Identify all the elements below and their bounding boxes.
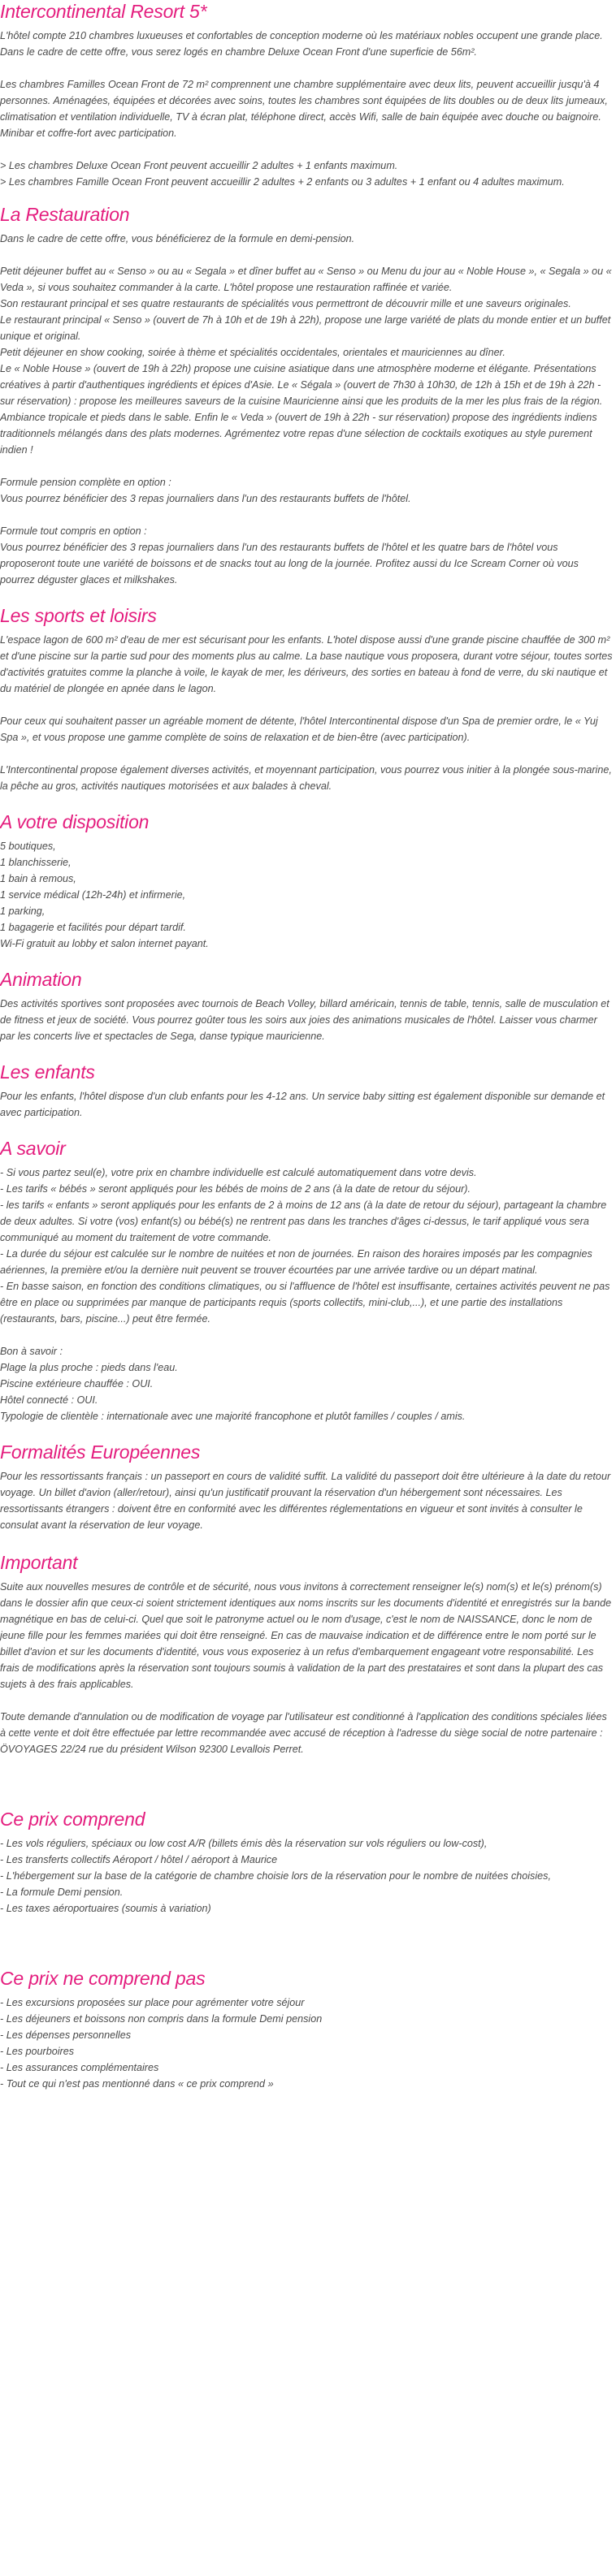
paragraph-spacer <box>0 1933 613 1949</box>
paragraph: - En basse saison, en fonction des conditions climatiques, ou si l'affluence de l'hôtel est insuffisante, certaines activités peuvent ne pas être en place ou supprimées par manque de participants requis (sports collectifs, mini-club,...), et une partie des installations (restaurants, bars, piscine...) peut être fermée. <box>0 1281 610 1325</box>
paragraph: 1 bain à remous, <box>0 873 76 884</box>
paragraph: - Les tarifs « bébés » seront appliqués pour les bébés de moins de 2 ans (à la date de retour du séjour). <box>0 1183 471 1195</box>
paragraph: L'Intercontinental propose également diverses activités, et moyennant participation, vous pourrez vous initier à la plongée sous-marine, la pêche au gros, activités nautiques motorisées et aux balades à cheval. <box>0 764 612 792</box>
paragraph: - Les taxes aéroportuaires (soumis à variation) <box>0 1903 211 1914</box>
section-heading: Ce prix comprend <box>0 1809 145 1830</box>
paragraph: 1 service médical (12h-24h) et infirmerie, <box>0 889 186 901</box>
paragraph: - L'hébergement sur la base de la catégorie de chambre choisie lors de la réservation pour le nombre de nuitées choisies, <box>0 1870 551 1882</box>
paragraph: Bon à savoir : <box>0 1346 63 1357</box>
paragraph-spacer <box>0 746 613 762</box>
paragraph-spacer <box>0 1774 613 1790</box>
paragraph: L'hôtel compte 210 chambres luxueuses et confortables de conception moderne où les matériaux nobles occupent une grande place. Dans le cadre de cette offre, vous serez logés en chambre Deluxe Ocean Front d'une superficie de 56m². <box>0 30 603 58</box>
paragraph: - Les assurances complémentaires <box>0 2062 159 2073</box>
section-formalites <box>0 1441 613 1533</box>
section-heading: Ce prix ne comprend pas <box>0 1968 206 1989</box>
paragraph: Vous pourrez bénéficier des 3 repas journaliers dans l'un des restaurants buffets de l'hôtel et les quatre bars de l'hôtel vous proposeront toute une variété de boissons et de snacks tout au long de la journée. Profitez aussi du Ice Scream Corner où vous pourrez déguster glaces et milkshakes. <box>0 542 579 586</box>
paragraph: Pour les enfants, l'hôtel dispose d'un club enfants pour les 4-12 ans. Un service baby sitting est également disponible sur demande et avec participation. <box>0 1091 605 1118</box>
paragraph-spacer <box>0 1917 613 1933</box>
paragraph: - Les vols réguliers, spéciaux ou low cost A/R (billets émis dès la réservation sur vols réguliers ou low-cost), <box>0 1838 488 1849</box>
section-animation <box>0 968 613 1044</box>
paragraph: - La durée du séjour est calculée sur le nombre de nuitées et non de journées. En raison des horaires imposés par les compagnies aériennes, la première et/ou la dernière nuit peuvent se trouver écourtées par une arrivée tardive ou un départ matinal. <box>0 1248 592 1276</box>
paragraph: Formule tout compris en option : <box>0 525 147 537</box>
paragraph: Pour les ressortissants français : un passeport en cours de validité suffit. La validité du passeport doit être ultérieure à la date du retour voyage. Un billet d'avion (aller/retour), ainsi qu'un justificatif prouvant la réservation d'un hébergement sont nécessaires. Les ressortissants étrangers : doivent être en conformité avec les différentes réglementations en vigueur et sont invités à consulter le consulat avant la réservation de leur voyage. <box>0 1471 611 1531</box>
paragraph: > Les chambres Famille Ocean Front peuvent accueillir 2 adultes + 2 enfants ou 3 adultes + 1 enfant ou 4 adultes maximum. <box>0 176 565 188</box>
paragraph-spacer <box>0 1757 613 1774</box>
section-heading: Intercontinental Resort 5* <box>0 1 207 22</box>
paragraph-spacer <box>0 60 613 76</box>
paragraph: Suite aux nouvelles mesures de contrôle et de sécurité, nous vous invitons à correctement renseigner le(s) nom(s) et le(s) prénom(s) dans le dossier afin que ceux-ci soient strictement identiques aux noms inscrits sur les documents d'identité et enregistrés sur la bande magnétique en bas de celui-ci. Quel que soit le patronyme actuel ou le nom d'usage, c'est le nom de NAISSANCE, donc le nom de jeune fille pour les femmes mariées qui doit être renseigné. En cas de mauvaise indication et de différence entre le nom porté sur le billet d'avion et sur les documents d'identité, vous vous exposeriez à un refus d'embarquement engageant votre responsabilité. Les frais de modifications après la réservation sont toujours soumis à validation de la part des prestataires et sont dans la plupart des cas sujets à des frais applicables. <box>0 1581 612 1690</box>
section-heading: Formalités Européennes <box>0 1441 201 1463</box>
paragraph-spacer <box>0 1692 613 1709</box>
paragraph: - Les dépenses personnelles <box>0 2029 132 2041</box>
paragraph: L'espace lagon de 600 m² d'eau de mer est sécurisant pour les enfants. L'hotel dispose aussi d'une grande piscine chauffée de 300 m² et d'une piscine sur la partie sud pour des moments plus au calme. La base nautique vous proposera, durant votre séjour, toutes sortes d'activités gratuites comme la planche à voile, le kayak de mer, les dériveurs, des sorties en bateau à fond de verre, du ski nautique et du matériel de plongée en apnée dans le lagon. <box>0 634 613 694</box>
paragraph: 1 blanchisserie, <box>0 857 72 868</box>
section-heading: Animation <box>0 969 82 990</box>
paragraph: Les chambres Familles Ocean Front de 72 m² comprennent une chambre supplémentaire avec deux lits, peuvent accueillir jusqu'à 4 personnes. Aménagées, équipées et décorées avec soins, toutes les chambres sont équipées de lits doubles ou de deux lits jumeaux, climatisation et ventilation individuelle, TV à écran plat, téléphone direct, accès Wifi, salle de bain équipée avec douche ou baignoire. Minibar et coffre-fort avec participation. <box>0 79 608 139</box>
paragraph: 1 parking, <box>0 905 46 917</box>
paragraph: Son restaurant principal et ses quatre restaurants de spécialités vous permettront de découvrir mille et une saveurs originales. <box>0 298 571 309</box>
paragraph: - les tarifs « enfants » seront appliqués pour les enfants de 2 à moins de 12 ans (à la date de retour du séjour), partageant la chambre de deux adultes. Si votre (vos) enfant(s) ou bébé(s) ne rentrent pas dans les tranches d'âges ci-dessus, le tarif appliqué vous sera communiqué au moment du traitement de votre commande. <box>0 1199 607 1243</box>
section-enfants <box>0 1061 613 1121</box>
paragraph: Formule pension complète en option : <box>0 477 171 488</box>
section-savoir <box>0 1137 613 1424</box>
paragraph: Le restaurant principal « Senso » (ouvert de 7h à 10h et de 19h à 22h), propose une large variété de plats du monde entier et un buffet unique et original. <box>0 314 611 342</box>
section-heading: La Restauration <box>0 204 130 225</box>
section-heading: A votre disposition <box>0 811 150 832</box>
section-heading: Les enfants <box>0 1061 95 1083</box>
section-important <box>0 1551 613 1790</box>
section-sports <box>0 604 613 794</box>
paragraph-spacer <box>0 1327 613 1343</box>
paragraph: - Les déjeuners et boissons non compris dans la formule Demi pension <box>0 2013 323 2025</box>
paragraph-spacer <box>0 247 613 263</box>
paragraph: - Les pourboires <box>0 2046 75 2057</box>
section-ne-comprend <box>0 1967 613 2092</box>
paragraph: - Tout ce qui n'est pas mentionné dans « ce prix comprend » <box>0 2078 274 2090</box>
section-comprend <box>0 1808 613 1949</box>
paragraph: Pour ceux qui souhaitent passer un agréable moment de détente, l'hôtel Intercontinental dispose d'un Spa de premier ordre, le « Yuj Spa », et vous propose une gamme complète de soins de relaxation et de bien-être (avec participation). <box>0 715 598 743</box>
section-heading: Important <box>0 1552 78 1573</box>
paragraph-spacer <box>0 697 613 713</box>
paragraph: - Si vous partez seul(e), votre prix en chambre individuelle est calculé automatiquement dans votre devis. <box>0 1167 477 1178</box>
paragraph: - La formule Demi pension. <box>0 1887 124 1898</box>
paragraph: - Les excursions proposées sur place pour agrémenter votre séjour <box>0 1997 305 2008</box>
paragraph: Le « Noble House » (ouvert de 19h à 22h) propose une cuisine asiatique dans une atmosphère moderne et élégante. Présentations créatives à partir d'authentiques ingrédients et épices d'Asie. Le « Ségala » (ouvert de 7h30 à 10h30, de 12h à 15h et de 19h à 22h - sur réservation) : propose les meilleures saveurs de la cuisine Mauricienne ainsi que les produits de la mer les plus frais de la région. Ambiance tropicale et pieds dans le sable. Enfin le « Veda » (ouvert de 19h à 22h - sur réservation) propose des ingrédients indiens traditionnels mélangés dans des plats modernes. Agrémentez votre repas d'une sélection de cocktails exotiques au style purement indien ! <box>0 363 603 456</box>
paragraph: Vous pourrez bénéficier des 3 repas journaliers dans l'un des restaurants buffets de l'hôtel. <box>0 493 411 504</box>
paragraph: 5 boutiques, <box>0 841 56 852</box>
paragraph: Wi-Fi gratuit au lobby et salon internet payant. <box>0 938 209 949</box>
paragraph: Typologie de clientèle : internationale avec une majorité francophone et plutôt familles / couples / amis. <box>0 1411 466 1422</box>
paragraph: Hôtel connecté : OUI. <box>0 1394 98 1406</box>
paragraph: > Les chambres Deluxe Ocean Front peuvent accueillir 2 adultes + 1 enfants maximum. <box>0 160 398 171</box>
paragraph: Des activités sportives sont proposées avec tournois de Beach Volley, billard américain, tennis de table, tennis, salle de musculation et de fitness et jeux de société. Vous pourrez goûter tous les soirs aux joies des animations musicales de l'hôtel. Laisser vous charmer par les concerts live et spectacles de Sega, danse typique mauricienne. <box>0 998 609 1042</box>
paragraph-spacer <box>0 507 613 523</box>
section-heading: A savoir <box>0 1138 66 1159</box>
paragraph: Toute demande d'annulation ou de modification de voyage par l'utilisateur est conditionné à l'application des conditions spéciales liées à cette vente et doit être effectuée par lettre recommandée avec accusé de réception à l'adresse du siège social de notre partenaire : ÖVOYAGES 22/24 rue du président Wilson 92300 Levallois Perret. <box>0 1711 607 1755</box>
section-heading: Les sports et loisirs <box>0 605 157 626</box>
section-hotel <box>0 0 613 190</box>
paragraph: Plage la plus proche : pieds dans l'eau. <box>0 1362 178 1373</box>
section-restauration <box>0 203 613 588</box>
paragraph: Piscine extérieure chauffée : OUI. <box>0 1378 154 1390</box>
paragraph: Petit déjeuner buffet au « Senso » ou au « Segala » et dîner buffet au « Senso » ou Menu du jour au « Noble House », « Segala » ou « Veda », si vous souhaitez commander à la carte. L'hôtel propose une restauration raffinée et variée. <box>0 266 612 293</box>
paragraph-spacer <box>0 458 613 474</box>
paragraph: - Les transferts collectifs Aéroport / hôtel / aéroport à Maurice <box>0 1854 278 1865</box>
section-disposition <box>0 810 613 952</box>
paragraph: 1 bagagerie et facilités pour départ tardif. <box>0 922 186 933</box>
paragraph: Dans le cadre de cette offre, vous bénéficierez de la formule en demi-pension. <box>0 233 355 244</box>
paragraph: Petit déjeuner en show cooking, soirée à thème et spécialités occidentales, orientales et mauriciennes au dîner. <box>0 347 505 358</box>
paragraph-spacer <box>0 141 613 158</box>
